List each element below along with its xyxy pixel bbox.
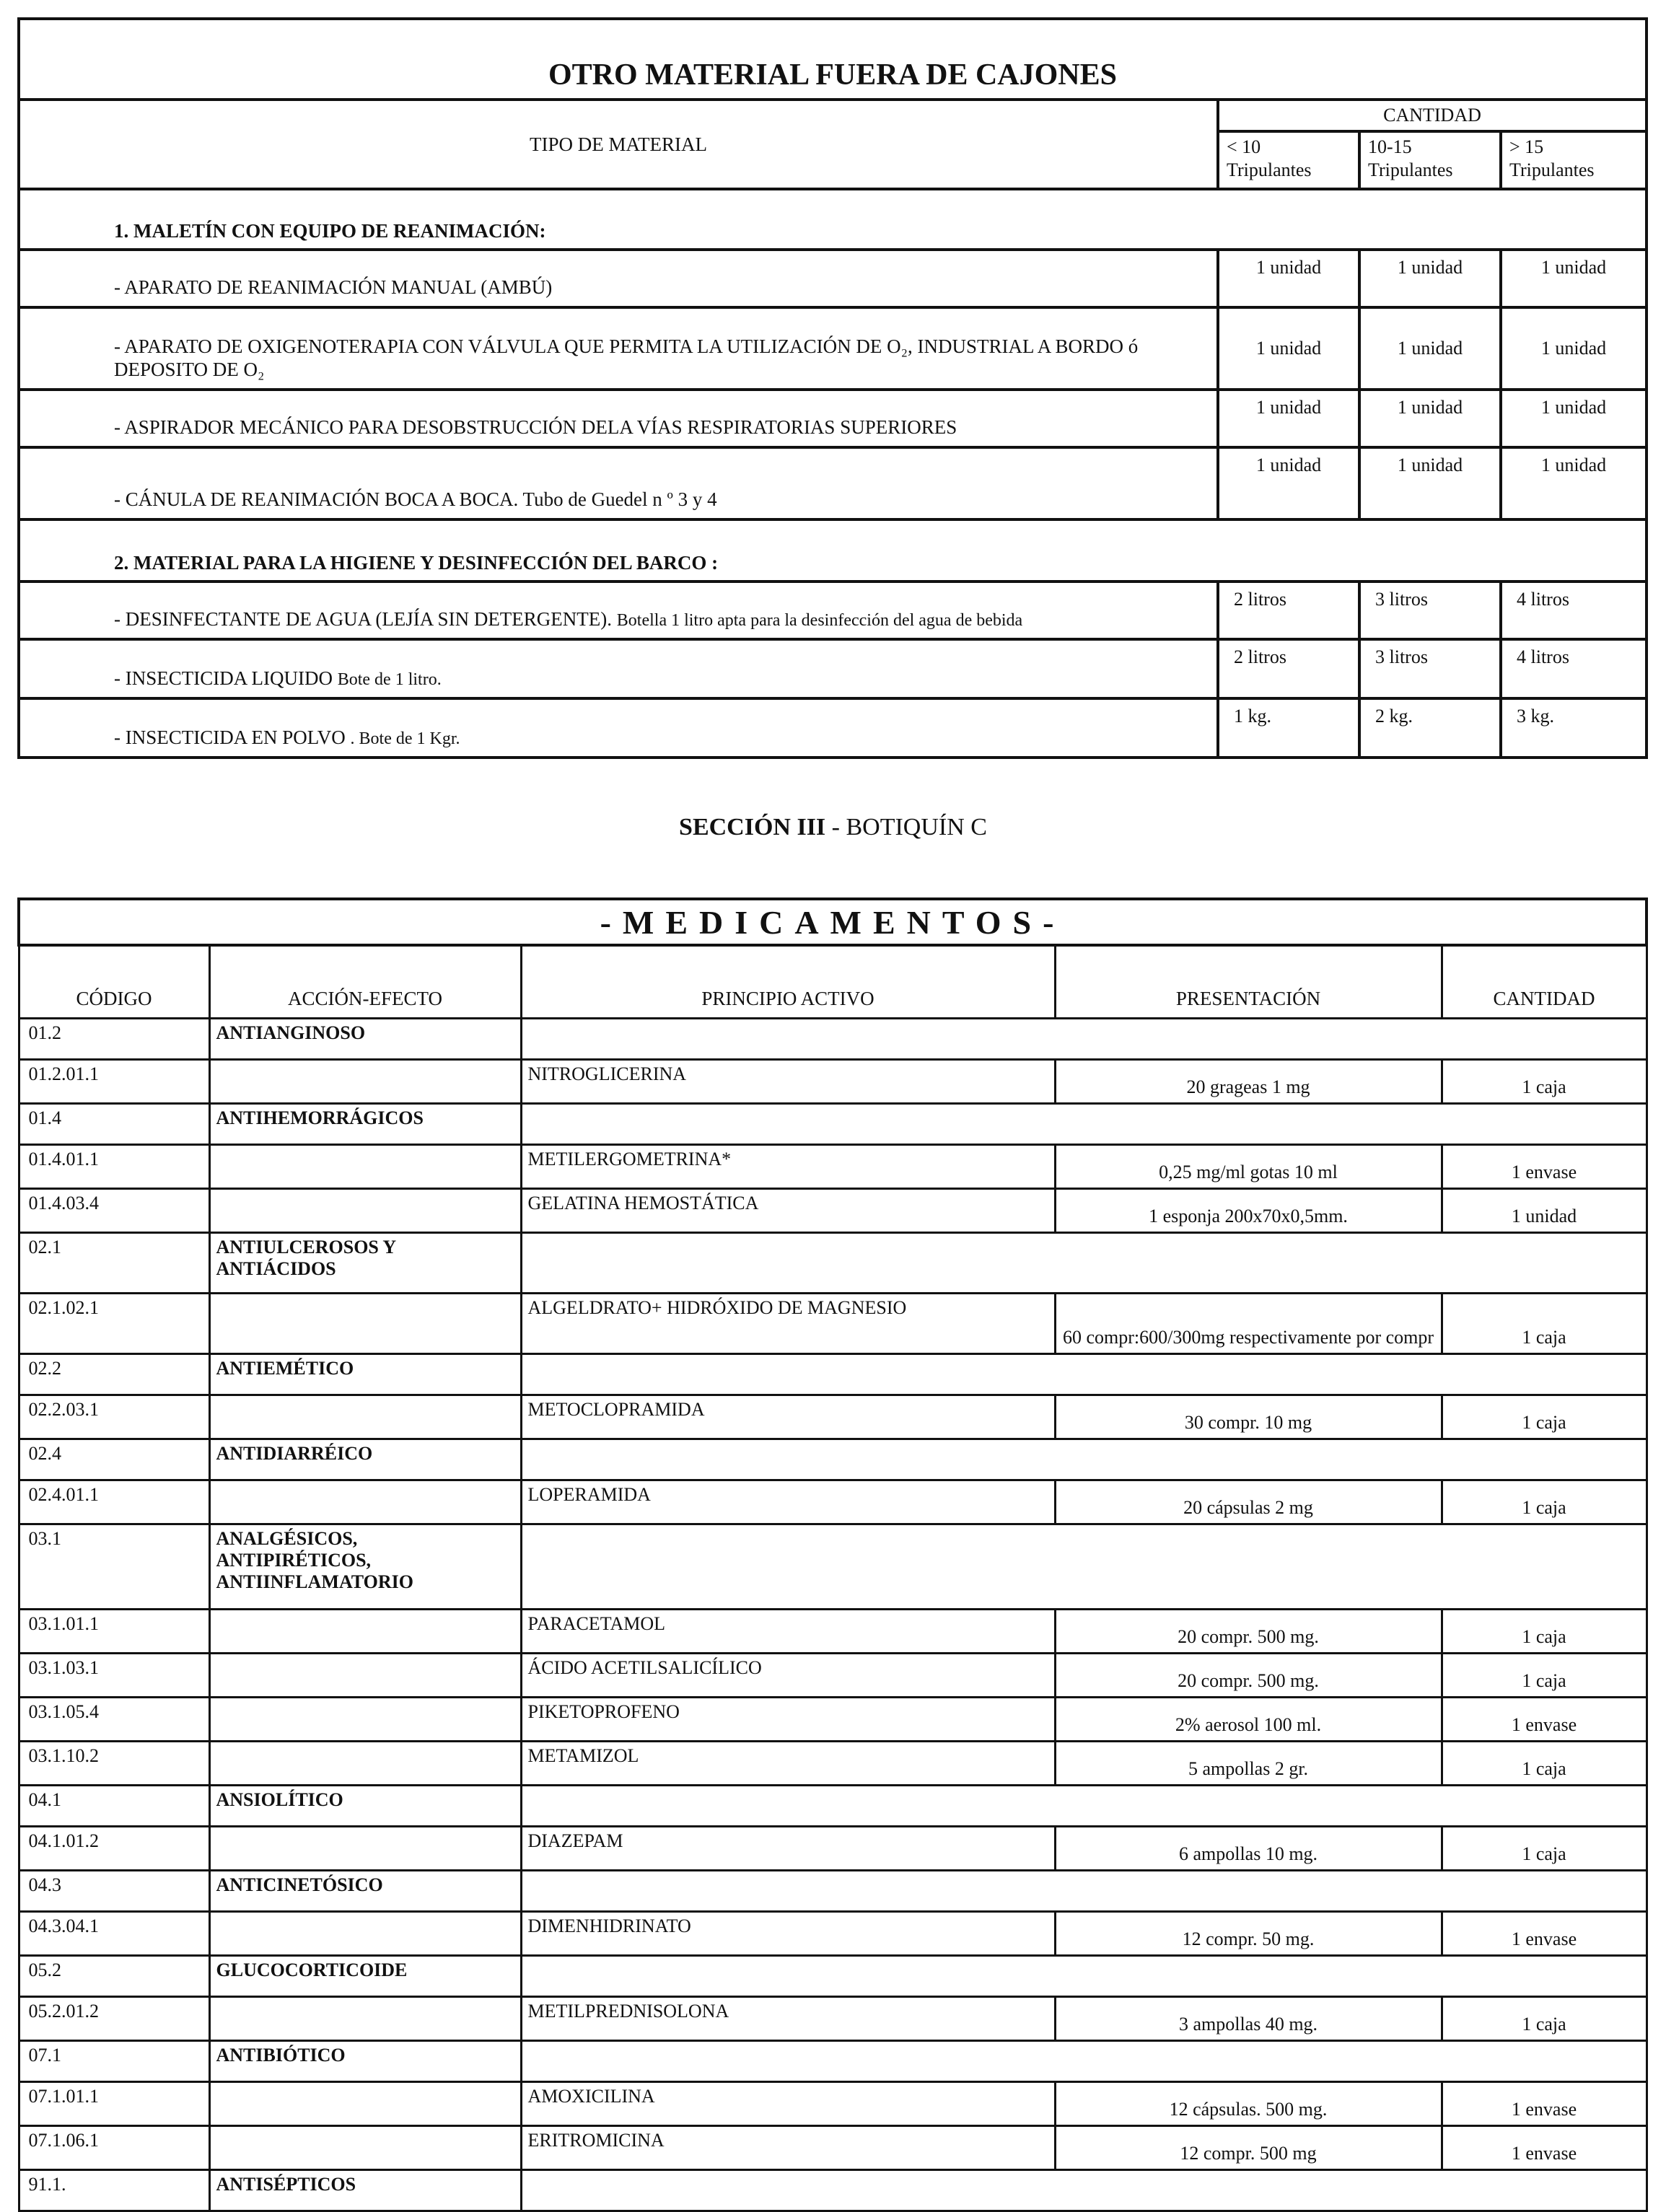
codigo-cell: 02.2.03.1 [19,1395,209,1439]
codigo-cell: 04.1.01.2 [19,1827,209,1871]
otro-material-table [17,17,1648,759]
presentacion-cell: 20 compr. 500 mg. [1055,1610,1442,1654]
header-codigo: CÓDIGO [19,945,209,1019]
medicamento-row [19,1395,1647,1439]
qty-lt10: 2 litros [1218,581,1359,639]
group-row [19,1104,1647,1145]
presentacion-cell: 20 cápsulas 2 mg [1055,1480,1442,1524]
qty-gt15: 1 unidad [1501,250,1647,307]
codigo-cell: 02.2 [19,1354,209,1395]
accion-cell [209,1997,521,2041]
material-desc-note: Bote de 1 litro. [337,670,442,689]
principio-cell: METILERGOMETRINA* [521,1145,1055,1189]
material-desc: - ASPIRADOR MECÁNICO PARA DESOBSTRUCCIÓN DELA VÍAS RESPIRATORIAS SUPERIORES [19,390,1218,447]
medicamento-row [19,1480,1647,1524]
accion-cell [209,1395,521,1439]
medicamento-row [19,1610,1647,1654]
column-header-row [19,945,1647,1019]
header-principio: PRINCIPIO ACTIVO [521,945,1055,1019]
medicamento-row [19,1654,1647,1698]
header-cantidad: CANTIDAD [1442,945,1647,1019]
tripulantes-label: Tripulantes [1509,159,1595,180]
empty-cell [521,2170,1647,2211]
empty-cell [521,1439,1647,1480]
codigo-cell: 01.4.01.1 [19,1145,209,1189]
principio-cell: ÁCIDO ACETILSALICÍLICO [521,1654,1055,1698]
group-row [19,1524,1647,1610]
codigo-cell: 07.1.06.1 [19,2126,209,2170]
qty-lt10: 1 unidad [1218,250,1359,307]
accion-cell [209,2126,521,2170]
col-range-label: 10-15 [1368,136,1412,157]
cantidad-cell: 1 envase [1442,2126,1647,2170]
group-row [19,1019,1647,1060]
qty-10-15: 1 unidad [1359,447,1501,519]
qty-lt10: 1 unidad [1218,307,1359,390]
codigo-cell: 04.1 [19,1786,209,1827]
medicamento-row [19,1827,1647,1871]
cantidad-cell: 1 unidad [1442,1189,1647,1233]
material-row [19,307,1647,390]
header-accion: ACCIÓN-EFECTO [209,945,521,1019]
accion-cell [209,1189,521,1233]
material-desc [19,698,1218,758]
accion-cell [209,1698,521,1742]
presentacion-cell: 6 ampollas 10 mg. [1055,1827,1442,1871]
principio-cell: ERITROMICINA [521,2126,1055,2170]
codigo-cell: 03.1.03.1 [19,1654,209,1698]
codigo-cell: 01.4 [19,1104,209,1145]
codigo-cell: 02.1.02.1 [19,1294,209,1354]
cantidad-cell: 1 caja [1442,1294,1647,1354]
accion-cell [209,1827,521,1871]
principio-cell: PARACETAMOL [521,1610,1055,1654]
presentacion-cell: 0,25 mg/ml gotas 10 ml [1055,1145,1442,1189]
section-heading-higiene: 2. MATERIAL PARA LA HIGIENE Y DESINFECCIÓN DEL BARCO : [19,519,1647,581]
empty-cell [521,1786,1647,1827]
medicamento-row [19,1145,1647,1189]
accion-cell [209,2082,521,2126]
codigo-cell: 04.3.04.1 [19,1912,209,1956]
accion-cell: ANTIULCEROSOS Y ANTIÁCIDOS [209,1233,521,1294]
accion-cell: ANTIEMÉTICO [209,1354,521,1395]
material-desc-main: - INSECTICIDA EN POLVO [114,727,351,748]
codigo-cell: 03.1.10.2 [19,1742,209,1786]
medicamentos-table [17,897,1648,2212]
presentacion-cell: 5 ampollas 2 gr. [1055,1742,1442,1786]
col-header-gt15 [1501,131,1647,189]
section-heading-rest: - BOTIQUÍN C [825,814,987,841]
accion-cell: ANTIANGINOSO [209,1019,521,1060]
medicamentos-title: -MEDICAMENTOS- [19,899,1647,945]
cantidad-cell: 1 envase [1442,1145,1647,1189]
material-row [19,639,1647,698]
group-row [19,2041,1647,2082]
material-desc: - CÁNULA DE REANIMACIÓN BOCA A BOCA. Tubo de Guedel n º 3 y 4 [19,447,1218,519]
codigo-cell: 03.1.01.1 [19,1610,209,1654]
medicamento-row [19,1060,1647,1104]
material-desc-note: Botella 1 litro apta para la desinfección del agua de bebida [616,611,1023,630]
presentacion-cell: 1 esponja 200x70x0,5mm. [1055,1189,1442,1233]
qty-10-15: 1 unidad [1359,250,1501,307]
medicamento-row [19,1294,1647,1354]
cantidad-cell: 1 caja [1442,1395,1647,1439]
material-desc-main: - DESINFECTANTE DE AGUA (LEJÍA SIN DETERGENTE). [114,608,613,630]
qty-gt15: 4 litros [1501,581,1647,639]
principio-cell: METILPREDNISOLONA [521,1997,1055,2041]
cantidad-cell: 1 caja [1442,1480,1647,1524]
accion-cell: ANTIHEMORRÁGICOS [209,1104,521,1145]
material-desc-note: . Bote de 1 Kgr. [350,729,460,748]
accion-cell: ANTICINETÓSICO [209,1871,521,1912]
codigo-cell: 02.4 [19,1439,209,1480]
qty-gt15: 3 kg. [1501,698,1647,758]
codigo-cell: 01.4.03.4 [19,1189,209,1233]
group-row [19,1233,1647,1294]
qty-gt15: 4 litros [1501,639,1647,698]
table-title: OTRO MATERIAL FUERA DE CAJONES [19,19,1647,100]
principio-cell: ALGELDRATO+ HIDRÓXIDO DE MAGNESIO [521,1294,1055,1354]
qty-10-15: 1 unidad [1359,390,1501,447]
qty-gt15: 1 unidad [1501,390,1647,447]
empty-cell [521,1524,1647,1610]
qty-gt15: 1 unidad [1501,307,1647,390]
codigo-cell: 91.1. [19,2170,209,2211]
empty-cell [521,1354,1647,1395]
accion-cell: ANSIOLÍTICO [209,1786,521,1827]
principio-cell: LOPERAMIDA [521,1480,1055,1524]
empty-cell [521,1019,1647,1060]
group-row [19,1354,1647,1395]
material-row [19,581,1647,639]
cantidad-cell: 1 envase [1442,1912,1647,1956]
codigo-cell: 03.1 [19,1524,209,1610]
medicamento-row [19,2126,1647,2170]
accion-cell [209,1654,521,1698]
qty-gt15: 1 unidad [1501,447,1647,519]
material-desc [19,639,1218,698]
material-row [19,698,1647,758]
accion-cell: GLUCOCORTICOIDE [209,1956,521,1997]
accion-cell: ANTISÉPTICOS [209,2170,521,2211]
accion-cell [209,1610,521,1654]
principio-cell: METOCLOPRAMIDA [521,1395,1055,1439]
principio-cell: GELATINA HEMOSTÁTICA [521,1189,1055,1233]
codigo-cell: 07.1.01.1 [19,2082,209,2126]
col-range-label: > 15 [1509,136,1544,157]
cantidad-header: CANTIDAD [1218,100,1647,131]
accion-cell [209,1294,521,1354]
medicamento-row [19,1912,1647,1956]
principio-cell: METAMIZOL [521,1742,1055,1786]
accion-cell [209,1145,521,1189]
medicamentos-body [19,1019,1647,2211]
group-row [19,2170,1647,2211]
accion-cell: ANTIBIÓTICO [209,2041,521,2082]
empty-cell [521,2041,1647,2082]
codigo-cell: 02.4.01.1 [19,1480,209,1524]
codigo-cell: 04.3 [19,1871,209,1912]
presentacion-cell: 12 cápsulas. 500 mg. [1055,2082,1442,2126]
col-header-lt10 [1218,131,1359,189]
section-heading [0,814,1666,841]
material-row [19,447,1647,519]
accion-cell: ANALGÉSICOS, ANTIPIRÉTICOS, ANTIINFLAMATORIO [209,1524,521,1610]
material-desc [19,581,1218,639]
empty-cell [521,1233,1647,1294]
codigo-cell: 07.1 [19,2041,209,2082]
qty-lt10: 1 unidad [1218,390,1359,447]
cantidad-cell: 1 caja [1442,1060,1647,1104]
presentacion-cell: 12 compr. 500 mg [1055,2126,1442,2170]
material-row [19,390,1647,447]
principio-cell: DIAZEPAM [521,1827,1055,1871]
medicamento-row [19,1189,1647,1233]
accion-cell [209,1480,521,1524]
qty-10-15: 1 unidad [1359,307,1501,390]
empty-cell [521,1956,1647,1997]
accion-cell: ANTIDIARRÉICO [209,1439,521,1480]
material-desc-main: - INSECTICIDA LIQUIDO [114,667,338,689]
codigo-cell: 02.1 [19,1233,209,1294]
codigo-cell: 01.2.01.1 [19,1060,209,1104]
presentacion-cell: 60 compr:600/300mg respectivamente por compr [1055,1294,1442,1354]
accion-cell [209,1742,521,1786]
principio-cell: AMOXICILINA [521,2082,1055,2126]
cantidad-cell: 1 caja [1442,1610,1647,1654]
principio-cell: DIMENHIDRINATO [521,1912,1055,1956]
qty-10-15: 3 litros [1359,639,1501,698]
group-row [19,1786,1647,1827]
accion-cell [209,1912,521,1956]
principio-cell: NITROGLICERINA [521,1060,1055,1104]
material-row [19,250,1647,307]
presentacion-cell: 20 grageas 1 mg [1055,1060,1442,1104]
col-header-10-15 [1359,131,1501,189]
section-heading-bold: SECCIÓN III [679,814,826,841]
tripulantes-label: Tripulantes [1368,159,1453,180]
medicamento-row [19,2082,1647,2126]
principio-cell: PIKETOPROFENO [521,1698,1055,1742]
medicamento-row [19,1997,1647,2041]
qty-10-15: 2 kg. [1359,698,1501,758]
cantidad-cell: 1 caja [1442,1997,1647,2041]
header-presentacion: PRESENTACIÓN [1055,945,1442,1019]
cantidad-cell: 1 envase [1442,2082,1647,2126]
group-row [19,1871,1647,1912]
cantidad-cell: 1 envase [1442,1698,1647,1742]
group-row [19,1956,1647,1997]
qty-lt10: 2 litros [1218,639,1359,698]
cantidad-cell: 1 caja [1442,1827,1647,1871]
presentacion-cell: 3 ampollas 40 mg. [1055,1997,1442,2041]
presentacion-cell: 30 compr. 10 mg [1055,1395,1442,1439]
col-range-label: < 10 [1227,136,1261,157]
codigo-cell: 01.2 [19,1019,209,1060]
presentacion-cell: 12 compr. 50 mg. [1055,1912,1442,1956]
qty-10-15: 3 litros [1359,581,1501,639]
medicamento-row [19,1698,1647,1742]
tripulantes-label: Tripulantes [1227,159,1312,180]
material-desc: - APARATO DE OXIGENOTERAPIA CON VÁLVULA QUE PERMITA LA UTILIZACIÓN DE O₂, INDUSTRIAL A BORDO ó DEPOSITO DE O₂ [19,307,1218,390]
cantidad-cell: 1 caja [1442,1742,1647,1786]
qty-lt10: 1 unidad [1218,447,1359,519]
accion-cell [209,1060,521,1104]
codigo-cell: 05.2 [19,1956,209,1997]
group-row [19,1439,1647,1480]
cantidad-cell: 1 caja [1442,1654,1647,1698]
codigo-cell: 03.1.05.4 [19,1698,209,1742]
presentacion-cell: 2% aerosol 100 ml. [1055,1698,1442,1742]
tipo-material-header: TIPO DE MATERIAL [19,100,1218,189]
empty-cell [521,1104,1647,1145]
section-heading-reanimacion: 1. MALETÍN CON EQUIPO DE REANIMACIÓN: [19,189,1647,250]
codigo-cell: 05.2.01.2 [19,1997,209,2041]
presentacion-cell: 20 compr. 500 mg. [1055,1654,1442,1698]
qty-lt10: 1 kg. [1218,698,1359,758]
empty-cell [521,1871,1647,1912]
material-desc: - APARATO DE REANIMACIÓN MANUAL (AMBÚ) [19,250,1218,307]
medicamento-row [19,1742,1647,1786]
